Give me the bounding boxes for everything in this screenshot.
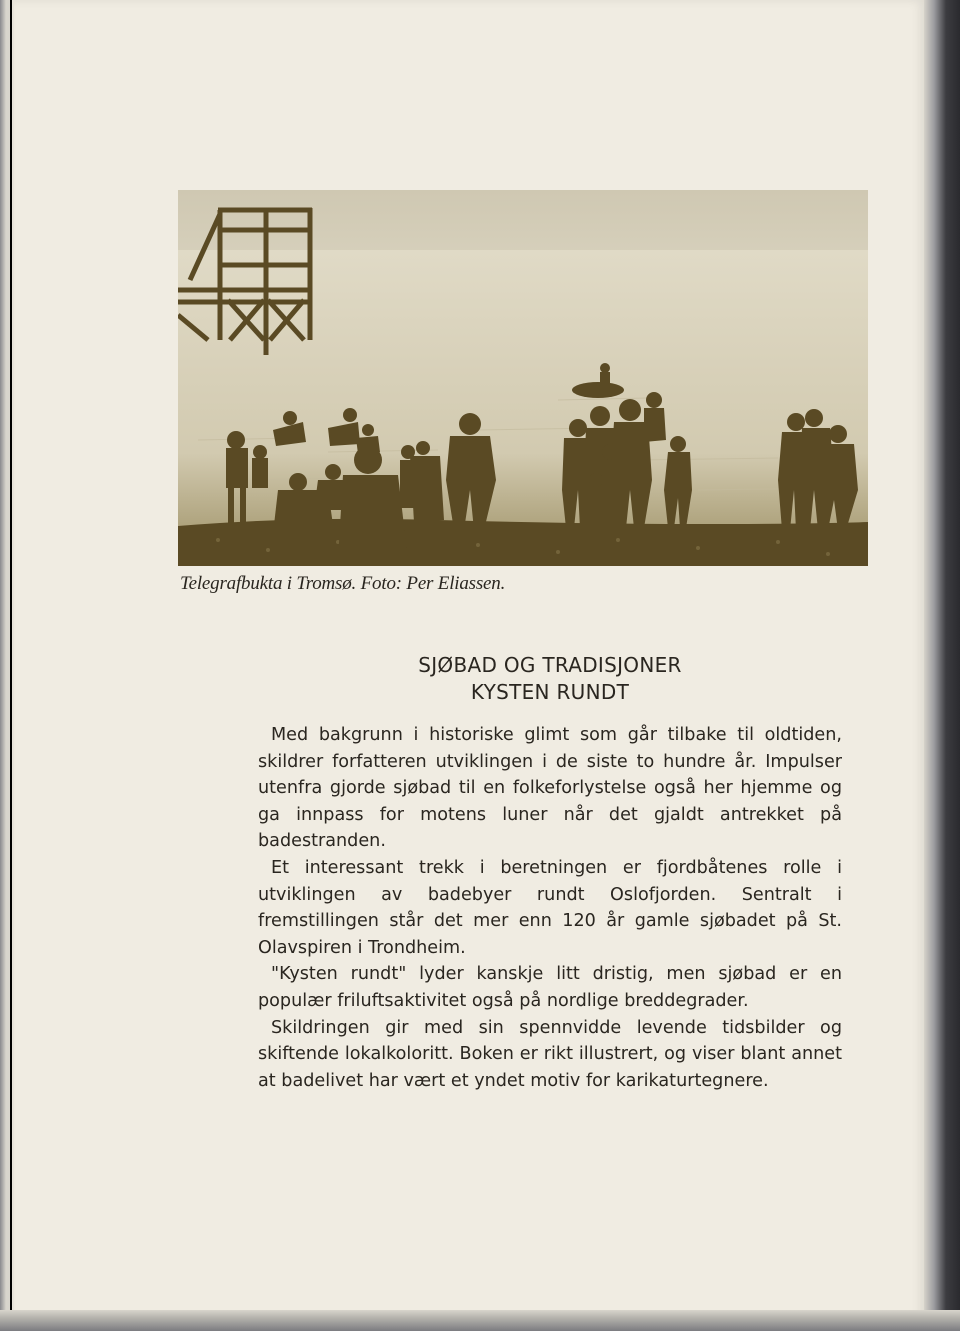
blurb-text: [258, 722, 842, 1094]
book-title-heading: [260, 652, 840, 706]
blurb-paragraph-1: Med bakgrunn i historiske glimt som går tilbake til oldtiden, skildrer forfatteren utviklingen i de siste to hundre år. Impulser utenfra gjorde sjøbad til en folkeforlystelse også her hjemme og ga innpass for motens luner når det gjaldt antrekket på badestranden.: [258, 725, 842, 852]
blurb-paragraph-4: Skildringen gir med sin spennvidde levende tidsbilder og skiftende lokalkoloritt. Boken er rikt illustrert, og viser blant annet at badelivet har vært et yndet motiv for karikaturtegnere.: [258, 1017, 842, 1091]
blurb-paragraph-3: "Kysten rundt" lyder kanskje litt dristig, men sjøbad er en populær friluftsaktivitet også på nordlige breddegrader.: [258, 964, 842, 1011]
photo-caption: Telegrafbukta i Tromsø. Foto: Per Eliassen.: [180, 573, 506, 594]
heading-line-2: KYSTEN RUNDT: [470, 680, 630, 704]
book-bottom-edge: [0, 1310, 960, 1331]
heading-line-1: SJØBAD OG TRADISJONER: [418, 653, 682, 677]
book-spine-edge: [924, 0, 960, 1331]
beach-photograph: [178, 190, 868, 566]
blurb-paragraph-2: Et interessant trekk i beretningen er fjordbåtenes rolle i utviklingen av badebyer rundt Oslofjorden. Sentralt i fremstillingen står det mer enn 120 år gamle sjøbadet på St. Olavspiren i Trondheim.: [258, 857, 842, 958]
